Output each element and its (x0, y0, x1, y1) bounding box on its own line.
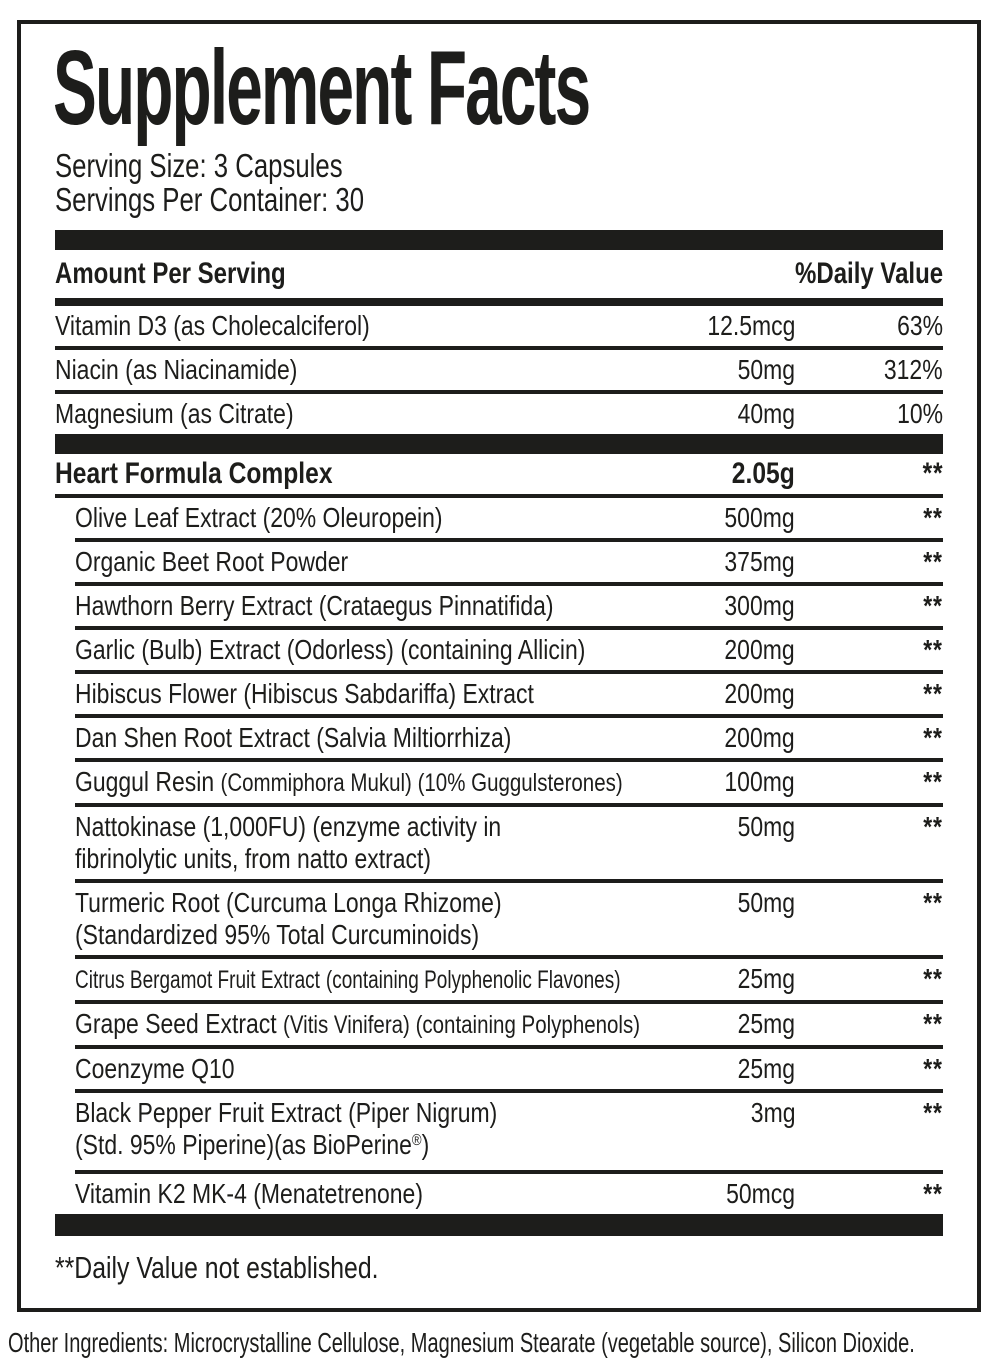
nutrient-name: Magnesium (as Citrate) (55, 397, 294, 429)
ingredient-amount: 100mg (724, 765, 795, 797)
ingredient-row (75, 1170, 943, 1214)
ingredient-amount: 25mg (737, 1007, 795, 1039)
servings-per-container: Servings Per Container: 30 (55, 181, 365, 219)
column-header-row (55, 250, 943, 298)
ingredient-amount: 50mg (737, 810, 795, 842)
ingredient-name-line2: (Standardized 95% Total Curcuminoids) (75, 918, 480, 950)
ingredient-amount: 200mg (724, 721, 795, 753)
ingredient-amount: 25mg (737, 962, 795, 994)
ingredient-amount: 500mg (724, 501, 795, 533)
ingredient-dv: ** (923, 501, 943, 533)
ingredient-row (75, 879, 943, 955)
ingredient-dv: ** (923, 962, 943, 994)
ingredient-name: Vitamin K2 MK-4 (Menatetrenone) (75, 1177, 423, 1209)
ingredient-name-detail: (Commiphora Mukul) (10% Guggulsterones) (220, 768, 623, 797)
ingredient-amount: 375mg (724, 545, 795, 577)
thick-separator-top (55, 230, 943, 250)
ingredient-row (75, 538, 943, 582)
ingredient-amount: 300mg (724, 589, 795, 621)
ingredient-row (75, 714, 943, 758)
ingredient-name: Olive Leaf Extract (20% Oleuropein) (75, 501, 443, 533)
ingredient-name: Turmeric Root (Curcuma Longa Rhizome) (75, 886, 502, 918)
ingredient-name: Dan Shen Root Extract (Salvia Miltiorrhiza) (75, 721, 512, 753)
amount-per-serving-label: Amount Per Serving (55, 256, 286, 290)
ingredient-dv: ** (923, 1177, 943, 1209)
supplement-facts-title: Supplement Facts (53, 29, 590, 147)
ingredient-row (75, 803, 943, 879)
nutrient-name: Vitamin D3 (as Cholecalciferol) (55, 309, 370, 341)
footnote: **Daily Value not established. (55, 1249, 379, 1285)
ingredient-amount: 50mcg (726, 1177, 795, 1209)
ingredient-row (75, 1000, 943, 1045)
ingredient-name: Citrus Bergamot Fruit Extract (75, 965, 320, 994)
ingredient-name: Black Pepper Fruit Extract (Piper Nigrum) (75, 1096, 498, 1128)
nutrient-dv: 63% (897, 309, 943, 341)
ingredient-row (75, 1089, 943, 1170)
complex-amount: 2.05g (732, 456, 795, 490)
serving-info (55, 146, 943, 219)
ingredient-row (75, 955, 943, 1000)
nutrient-row (55, 346, 943, 390)
nutrient-amount: 12.5mcg (706, 309, 795, 341)
daily-value-label: %Daily Value (794, 256, 943, 290)
thick-separator-bottom (55, 1214, 943, 1236)
ingredient-dv: ** (923, 545, 943, 577)
ingredient-row (75, 626, 943, 670)
ingredient-name: Grape Seed Extract (75, 1007, 277, 1039)
ingredient-row (75, 758, 943, 803)
nutrient-dv: 10% (897, 397, 943, 429)
ingredient-dv: ** (923, 886, 943, 918)
ingredient-amount: 50mg (737, 886, 795, 918)
nutrient-row (55, 306, 943, 346)
nutrient-amount: 40mg (737, 397, 795, 429)
ingredient-dv: ** (923, 633, 943, 665)
supplement-facts-panel (17, 20, 981, 1312)
ingredient-name-line2: (Std. 95% Piperine)(as BioPerine®) (75, 1128, 430, 1160)
complex-name: Heart Formula Complex (55, 456, 333, 490)
complex-header-row (55, 454, 943, 498)
ingredient-name: Hawthorn Berry Extract (Crataegus Pinnatifida) (75, 589, 554, 621)
ingredient-dv: ** (923, 810, 943, 842)
ingredient-name: Garlic (Bulb) Extract (Odorless) (containing Allicin) (75, 633, 586, 665)
thick-separator-middle (55, 434, 943, 454)
serving-size: Serving Size: 3 Capsules (55, 146, 343, 184)
ingredient-amount: 3mg (750, 1096, 795, 1128)
ingredient-name: Guggul Resin (75, 765, 215, 797)
ingredient-name-detail: (containing Polyphenolic Flavones) (325, 965, 621, 994)
ingredient-name-detail: (Vitis Vinifera) (containing Polyphenols) (283, 1010, 641, 1039)
complex-dv: ** (922, 456, 943, 490)
nutrient-name: Niacin (as Niacinamide) (55, 353, 298, 385)
nutrient-dv: 312% (884, 353, 943, 385)
nutrient-amount: 50mg (737, 353, 795, 385)
ingredient-dv: ** (923, 765, 943, 797)
registered-trademark-symbol: ® (411, 1131, 422, 1149)
ingredient-name: Nattokinase (1,000FU) (enzyme activity in (75, 810, 502, 842)
nutrient-row (55, 390, 943, 434)
ingredient-dv: ** (923, 589, 943, 621)
ingredient-dv: ** (923, 721, 943, 753)
ingredient-dv: ** (923, 677, 943, 709)
ingredient-dv: ** (923, 1096, 943, 1128)
ingredient-dv: ** (923, 1007, 943, 1039)
ingredient-amount: 200mg (724, 677, 795, 709)
ingredient-dv: ** (923, 1052, 943, 1084)
ingredient-row (75, 670, 943, 714)
ingredient-row (75, 582, 943, 626)
ingredient-row (75, 498, 943, 538)
ingredient-row (75, 1045, 943, 1089)
ingredient-name: Hibiscus Flower (Hibiscus Sabdariffa) Extract (75, 677, 534, 709)
ingredient-amount: 200mg (724, 633, 795, 665)
header-separator (55, 298, 943, 306)
ingredient-name-line2: fibrinolytic units, from natto extract) (75, 842, 432, 874)
ingredient-name: Coenzyme Q10 (75, 1052, 235, 1084)
ingredient-name: Organic Beet Root Powder (75, 545, 349, 577)
ingredient-amount: 25mg (737, 1052, 795, 1084)
other-ingredients: Other Ingredients: Microcrystalline Cellulose, Magnesium Stearate (vegetable source), Silicon Dioxide. (8, 1326, 915, 1358)
